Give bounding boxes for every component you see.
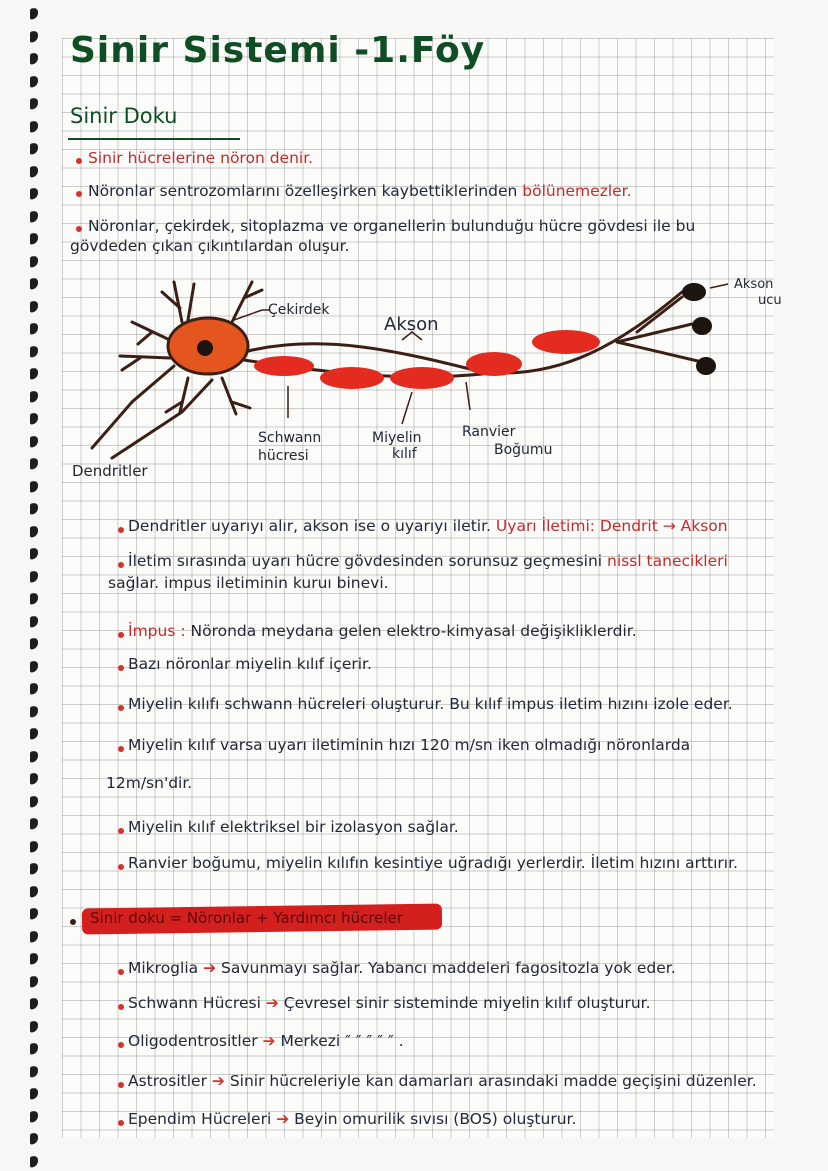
- binding-hole: [30, 952, 38, 965]
- binding-hole: [30, 1065, 38, 1078]
- binding-hole: [30, 1110, 38, 1123]
- binding-hole: [30, 255, 38, 268]
- binding-hole: [30, 345, 38, 358]
- cell-name: Ependim Hücreleri: [128, 1110, 272, 1128]
- binding-hole: [30, 75, 38, 88]
- note-6-line2: 12m/sn'dir.: [106, 774, 193, 792]
- subtitle-underline: [68, 138, 240, 140]
- note-2-red: nissl tanecikleri: [607, 552, 728, 570]
- note-1-text: Dendritler uyarıyı alır, akson ise o uyarıyı iletir.: [128, 517, 491, 535]
- page-title: Sinir Sistemi -1.Föy: [70, 30, 486, 71]
- binding-hole: [30, 97, 38, 110]
- neuron-diagram: [62, 262, 792, 502]
- binding-hole: [30, 187, 38, 200]
- cell-name: Schwann Hücresi: [128, 994, 261, 1012]
- binding-hole: [30, 480, 38, 493]
- bullet: [118, 665, 124, 671]
- binding-hole: [30, 52, 38, 65]
- binding-hole: [30, 840, 38, 853]
- cell-item-oligodentrosit: [128, 1032, 404, 1050]
- note-2-text: İletim sırasında uyarı hücre gövdesinden sorunsuz geçmesini: [128, 552, 603, 570]
- binding-hole: [30, 637, 38, 650]
- binding-hole: [30, 1087, 38, 1100]
- bullet: [76, 158, 82, 164]
- cell-item-mikroglia: [128, 959, 676, 977]
- note-8: Ranvier boğumu, miyelin kılıfın kesintiye uğradığı yerlerdir. İletim hızını arttırır.: [128, 854, 738, 872]
- label-miyelin-1: Miyelin: [372, 430, 422, 446]
- intro-line-2: [88, 182, 632, 200]
- binding-hole: [30, 997, 38, 1010]
- binding-hole: [30, 300, 38, 313]
- arrow-icon: ➔: [262, 1032, 276, 1050]
- label-akson-ucu-1: Akson: [734, 277, 774, 292]
- binding-hole: [30, 862, 38, 875]
- binding-hole: [30, 1020, 38, 1033]
- label-ranvier-1: Ranvier: [462, 424, 516, 440]
- binding-hole: [30, 930, 38, 943]
- bullet: [118, 864, 124, 870]
- binding-hole: [30, 210, 38, 223]
- binding-hole: [30, 817, 38, 830]
- binding-hole: [30, 7, 38, 20]
- cell-item-astrosit: [128, 1072, 757, 1090]
- bullet: [118, 1042, 124, 1048]
- cell-desc: Çevresel sinir sisteminde miyelin kılıf oluşturur.: [283, 994, 651, 1012]
- section-subtitle: Sinir Doku: [70, 104, 178, 128]
- binding-hole: [30, 660, 38, 673]
- binding-hole: [30, 322, 38, 335]
- arrow-icon: ➔: [276, 1110, 290, 1128]
- label-schwann-1: Schwann: [258, 430, 322, 446]
- binding-hole: [30, 232, 38, 245]
- binding-hole: [30, 435, 38, 448]
- bullet: [76, 191, 82, 197]
- bullet: [118, 1120, 124, 1126]
- binding-hole: [30, 142, 38, 155]
- bullet: [118, 632, 124, 638]
- cell-name: Mikroglia: [128, 959, 199, 977]
- binding-hole: [30, 705, 38, 718]
- cell-desc: Beyin omurilik sıvısı (BOS) oluşturur.: [294, 1110, 577, 1128]
- binding-hole: [30, 907, 38, 920]
- arrow-icon: ➔: [211, 1072, 225, 1090]
- intro-line-2-red: bölünemezler.: [522, 182, 632, 200]
- binding-hole: [30, 727, 38, 740]
- cell-desc: Savunmayı sağlar. Yabancı maddeleri fagositozla yok eder.: [221, 959, 676, 977]
- binding-hole: [30, 277, 38, 290]
- binding-hole: [30, 120, 38, 133]
- highlight-heading: Sinir doku = Nöronlar + Yardımcı hücreler: [90, 909, 403, 927]
- intro-line-3a: Nöronlar, çekirdek, sitoplazma ve organellerin bulunduğu hücre gövdesi ile bu: [88, 217, 696, 235]
- intro-line-2-text: Nöronlar sentrozomlarını özelleşirken kaybettiklerinden: [88, 182, 518, 200]
- binding-hole: [30, 502, 38, 515]
- cell-desc: Sinir hücreleriyle kan damarları arasındaki madde geçişini düzenler.: [229, 1072, 757, 1090]
- note-3: [128, 622, 637, 640]
- binding-hole: [30, 772, 38, 785]
- cell-name: Astrositler: [128, 1072, 207, 1090]
- cell-name: Oligodentrositler: [128, 1032, 258, 1050]
- binding-hole: [30, 1132, 38, 1145]
- arrow-icon: ➔: [265, 994, 279, 1012]
- bullet: [70, 919, 76, 925]
- binding-hole: [30, 975, 38, 988]
- cell-item-schwann: [128, 994, 651, 1012]
- binding-hole: [30, 547, 38, 560]
- binding-hole: [30, 592, 38, 605]
- bullet: [118, 562, 124, 568]
- binding-hole: [30, 885, 38, 898]
- binding-hole: [30, 525, 38, 538]
- note-7: Miyelin kılıf elektriksel bir izolasyon sağlar.: [128, 818, 459, 836]
- label-schwann-2: hücresi: [258, 448, 309, 464]
- label-ranvier-2: Boğumu: [494, 442, 553, 458]
- spiral-binding: [0, 0, 40, 1171]
- bullet: [76, 226, 82, 232]
- label-miyelin-2: kılıf: [392, 446, 417, 462]
- binding-hole: [30, 570, 38, 583]
- cell-desc: Merkezi ″ ″ ″ ″ ″ .: [280, 1032, 404, 1050]
- binding-hole: [30, 795, 38, 808]
- intro-line-3b: gövdeden çıkan çıkıntılardan oluşur.: [70, 237, 350, 255]
- binding-hole: [30, 750, 38, 763]
- note-4: Bazı nöronlar miyelin kılıf içerir.: [128, 655, 372, 673]
- binding-hole: [30, 390, 38, 403]
- binding-hole: [30, 30, 38, 43]
- note-3-text: Nöronda meydana gelen elektro-kimyasal değişikliklerdir.: [190, 622, 637, 640]
- note-2-line2: sağlar. impus iletiminin kuruı binevi.: [108, 574, 389, 592]
- bullet: [118, 746, 124, 752]
- note-6: Miyelin kılıf varsa uyarı iletiminin hızı 120 m/sn iken olmadığı nöronlarda: [128, 736, 691, 754]
- note-2: [128, 552, 728, 570]
- bullet: [118, 1082, 124, 1088]
- label-dendritler: Dendritler: [72, 462, 148, 480]
- bullet: [118, 527, 124, 533]
- arrow-icon: ➔: [203, 959, 217, 977]
- binding-hole: [30, 367, 38, 380]
- bullet: [118, 969, 124, 975]
- binding-hole: [30, 165, 38, 178]
- note-3-red: İmpus :: [128, 622, 186, 640]
- note-1: [128, 517, 728, 535]
- binding-hole: [30, 1155, 38, 1168]
- label-akson-ucu-2: ucu: [758, 293, 782, 308]
- binding-hole: [30, 457, 38, 470]
- binding-hole: [30, 682, 38, 695]
- binding-hole: [30, 412, 38, 425]
- note-5: Miyelin kılıfı schwann hücreleri oluşturur. Bu kılıf impus iletim hızını izole eder.: [128, 695, 733, 713]
- binding-hole: [30, 615, 38, 628]
- label-akson: Akson: [384, 314, 439, 335]
- label-cekirdek: Çekirdek: [268, 302, 330, 318]
- cell-item-ependim: [128, 1110, 576, 1128]
- binding-hole: [30, 1042, 38, 1055]
- intro-line-1: Sinir hücrelerine nöron denir.: [88, 149, 314, 167]
- bullet: [118, 705, 124, 711]
- bullet: [118, 828, 124, 834]
- note-1-red: Uyarı İletimi: Dendrit → Akson: [495, 517, 728, 535]
- bullet: [118, 1004, 124, 1010]
